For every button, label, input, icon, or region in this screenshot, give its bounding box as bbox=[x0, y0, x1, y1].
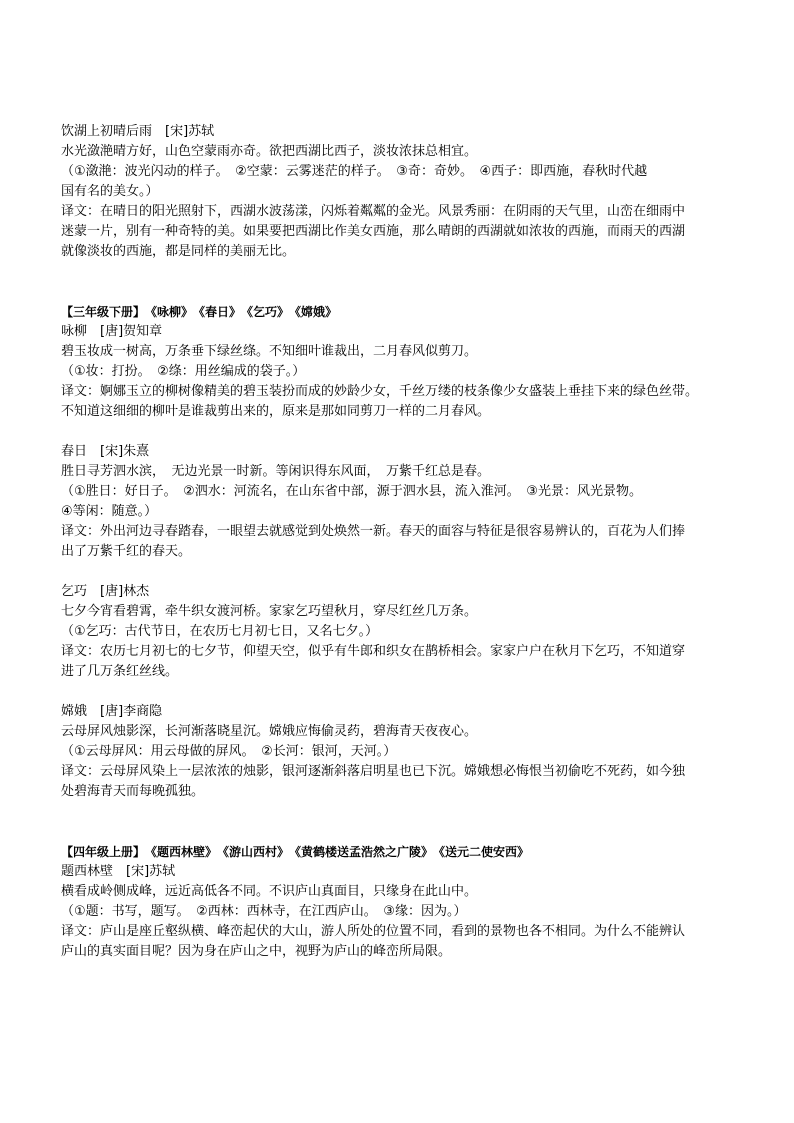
poem-block-6 bbox=[61, 842, 751, 962]
section-heading: 【四年级上册】 《题西林壁》 《游山西村》 《黄鹤楼送孟浩然之广陵》 《送元二使安西》 bbox=[61, 845, 530, 859]
annotation-line: （①乞巧：古代节日，在农历七月初七日，又名七夕。） bbox=[61, 624, 379, 639]
poem-block-3 bbox=[61, 442, 751, 562]
translation-line: 迷蒙一片，别有一种奇特的美。如果要把西湖比作美女西施，那么晴朗的西湖就如浓妆的西施，而雨天的西湖 bbox=[61, 224, 686, 239]
translation-line: 处碧海青天而每晚孤独。 bbox=[61, 784, 205, 799]
poem-title: 题西林壁 [宋]苏轼 bbox=[61, 864, 176, 879]
translation-line: 出了万紫千红的春天。 bbox=[61, 544, 192, 559]
translation-line: 译文：庐山是座丘壑纵横、峰峦起伏的大山，游人所处的位置不同，看到的景物也各不相同。为什么不能辨认 bbox=[61, 924, 686, 939]
annotation-line: 国有名的美女。） bbox=[61, 184, 159, 199]
poem-title: 乞巧 [唐]林杰 bbox=[61, 584, 150, 599]
poem-block-1 bbox=[61, 122, 751, 262]
translation-line: 译文：在晴日的阳光照射下，西湖水波荡漾，闪烁着粼粼的金光。风景秀丽：在阴雨的天气里，山峦在细雨中 bbox=[61, 204, 686, 219]
annotation-line: （①妆：打扮。 ②绦：用丝编成的袋子。） bbox=[61, 364, 306, 379]
translation-line: 就像淡妆的西施，都是同样的美丽无比。 bbox=[61, 244, 296, 259]
translation-line: 译文：农历七月初七的七夕节，仰望天空，似乎有牛郎和织女在鹊桥相会。家家户户在秋月下乞巧，不知道穿 bbox=[61, 644, 686, 659]
translation-line: 译文：云母屏风染上一层浓浓的烛影，银河逐渐斜落启明星也已下沉。嫦娥想必悔恨当初偷吃不死药，如今独 bbox=[61, 764, 686, 779]
poem-block-5 bbox=[61, 702, 751, 802]
translation-line: 译文：婀娜玉立的柳树像精美的碧玉装扮而成的妙龄少女，千丝万缕的枝条像少女盛装上垂挂下来的绿色丝带。 bbox=[61, 384, 699, 399]
poem-text: 水光潋滟晴方好，山色空蒙雨亦奇。欲把西湖比西子，淡妆浓抹总相宜。 bbox=[61, 144, 478, 159]
poem-text: 胜日寻芳泗水滨， 无边光景一时新。等闲识得东风面， 万紫千红总是春。 bbox=[61, 464, 491, 479]
annotation-line: （①胜日：好日子。 ②泗水：河流名，在山东省中部，源于泗水县，流入淮河。 ③光景：风光景物。 bbox=[61, 484, 642, 499]
poem-title: 咏柳 [唐]贺知章 bbox=[61, 324, 163, 339]
poem-title: 春日 [宋]朱熹 bbox=[61, 444, 150, 459]
poem-text: 七夕今宵看碧霄，牵牛织女渡河桥。家家乞巧望秋月，穿尽红丝几万条。 bbox=[61, 604, 478, 619]
annotation-line: ④等闲：随意。） bbox=[61, 504, 158, 519]
document-page bbox=[61, 122, 751, 962]
annotation-line: （①云母屏风：用云母做的屏风。 ②长河：银河，天河。） bbox=[61, 744, 397, 759]
translation-line: 不知道这细细的柳叶是谁裁剪出来的，原来是那如同剪刀一样的二月春风。 bbox=[61, 404, 491, 419]
poem-title: 饮湖上初晴后雨 [宋]苏轼 bbox=[61, 124, 215, 139]
poem-text: 云母屏风烛影深，长河渐落晓星沉。嫦娥应悔偷灵药，碧海青天夜夜心。 bbox=[61, 724, 478, 739]
translation-line: 进了几万条红丝线。 bbox=[61, 664, 179, 679]
annotation-line: （①潋滟：波光闪动的样子。 ②空蒙：云雾迷茫的样子。 ③奇：奇妙。 ④西子：即西施，春秋时代越 bbox=[61, 164, 648, 179]
translation-line: 庐山的真实面目呢？因为身在庐山之中，视野为庐山的峰峦所局限。 bbox=[61, 944, 452, 959]
annotation-line: （①题：书写，题写。 ②西林：西林寺，在江西庐山。 ③缘：因为。） bbox=[61, 904, 467, 919]
poem-block-2 bbox=[61, 302, 751, 422]
poem-text: 碧玉妆成一树高，万条垂下绿丝绦。不知细叶谁裁出，二月春风似剪刀。 bbox=[61, 344, 478, 359]
poem-block-4 bbox=[61, 582, 751, 682]
section-heading: 【三年级下册】 《咏柳》 《春日》 《乞巧》 《嫦娥》 bbox=[61, 305, 338, 319]
poem-title: 嫦娥 [唐]李商隐 bbox=[61, 704, 163, 719]
translation-line: 译文：外出河边寻春踏春，一眼望去就感觉到处焕然一新。春天的面容与特征是很容易辨认的，百花为人们捧 bbox=[61, 524, 686, 539]
poem-text: 横看成岭侧成峰，远近高低各不同。不识庐山真面目，只缘身在此山中。 bbox=[61, 884, 478, 899]
